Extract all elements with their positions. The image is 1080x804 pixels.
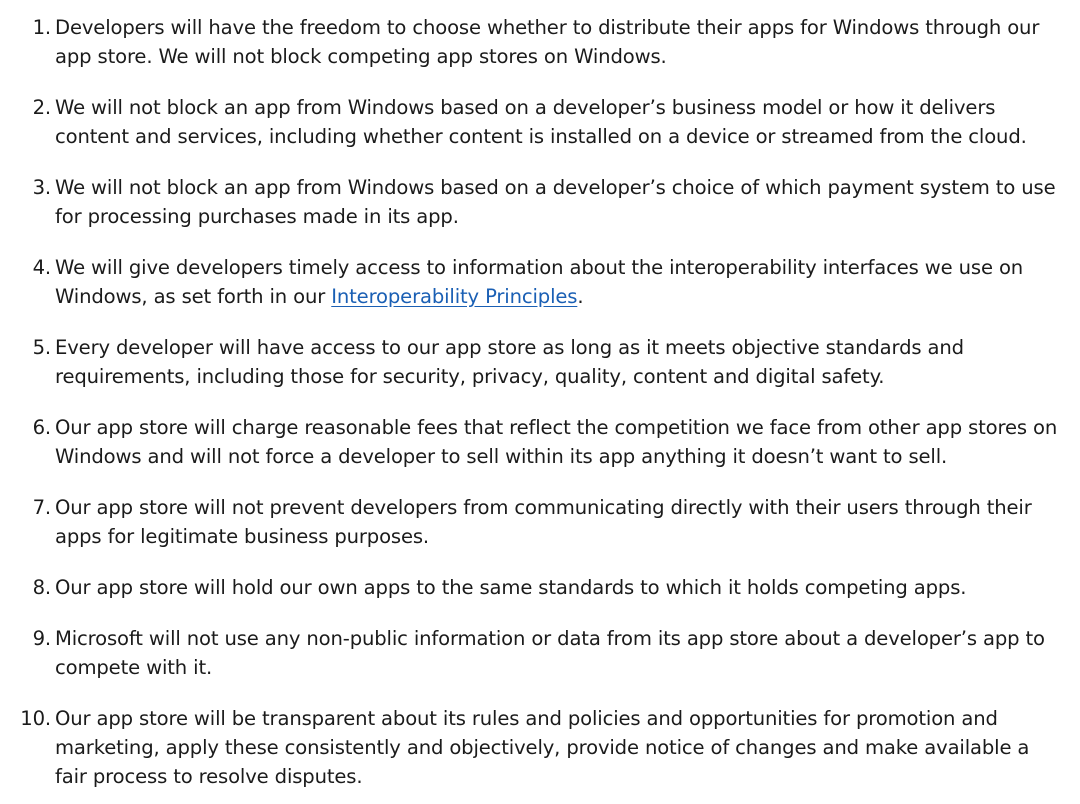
- principle-number: 9.: [32, 627, 51, 650]
- principle-number: 4.: [32, 256, 51, 279]
- principle-item-2: [0, 93, 1066, 151]
- principle-item-4: [0, 253, 1066, 311]
- principle-item-5: [0, 333, 1066, 391]
- principle-text: Every developer will have access to our app store as long as it meets objective standards and requirements, including those for security, privacy, quality, content and digital safety.: [55, 336, 964, 388]
- principle-item-10: [0, 704, 1066, 791]
- principle-number: 3.: [32, 176, 51, 199]
- principle-text: Developers will have the freedom to choose whether to distribute their apps for Windows through our app store. We will not block competing app stores on Windows.: [55, 16, 1040, 68]
- principle-item-7: [0, 493, 1066, 551]
- principle-text: We will not block an app from Windows based on a developer’s choice of which payment system to use for processing purchases made in its app.: [55, 176, 1056, 228]
- principle-number: 10.: [20, 707, 51, 730]
- principle-text-after-link: .: [577, 285, 584, 308]
- principle-text: Microsoft will not use any non-public information or data from its app store about a developer’s app to compete with it.: [55, 627, 1045, 679]
- principle-text: Our app store will not prevent developers from communicating directly with their users through their apps for legitimate business purposes.: [55, 496, 1032, 548]
- principle-number: 6.: [32, 416, 51, 439]
- principle-text: Our app store will charge reasonable fees that reflect the competition we face from other app stores on Windows and will not force a developer to sell within its app anything it doesn’t want to sell.: [55, 416, 1058, 468]
- principle-text-before-link: We will give developers timely access to information about the interoperability interfaces we use on Windows, as set forth in our: [55, 256, 1024, 308]
- principle-number: 7.: [32, 496, 51, 519]
- principle-item-9: [0, 624, 1066, 682]
- principle-text: Our app store will be transparent about its rules and policies and opportunities for promotion and marketing, apply these consistently and objectively, provide notice of changes and make available a fair process to resolve disputes.: [55, 707, 1030, 788]
- principle-item-8: [0, 573, 1066, 602]
- principle-number: 2.: [32, 96, 51, 119]
- principle-text: We will not block an app from Windows based on a developer’s business model or how it delivers content and services, including whether content is installed on a device or streamed from the cloud.: [55, 96, 1027, 148]
- interoperability-principles-link[interactable]: Interoperability Principles: [331, 285, 578, 308]
- principle-number: 8.: [32, 576, 51, 599]
- principle-text: Our app store will hold our own apps to the same standards to which it holds competing apps.: [55, 576, 967, 599]
- principle-number: 1.: [32, 16, 51, 39]
- principle-number: 5.: [32, 336, 51, 359]
- principle-item-1: [0, 13, 1066, 71]
- principle-item-6: [0, 413, 1066, 471]
- principle-item-3: [0, 173, 1066, 231]
